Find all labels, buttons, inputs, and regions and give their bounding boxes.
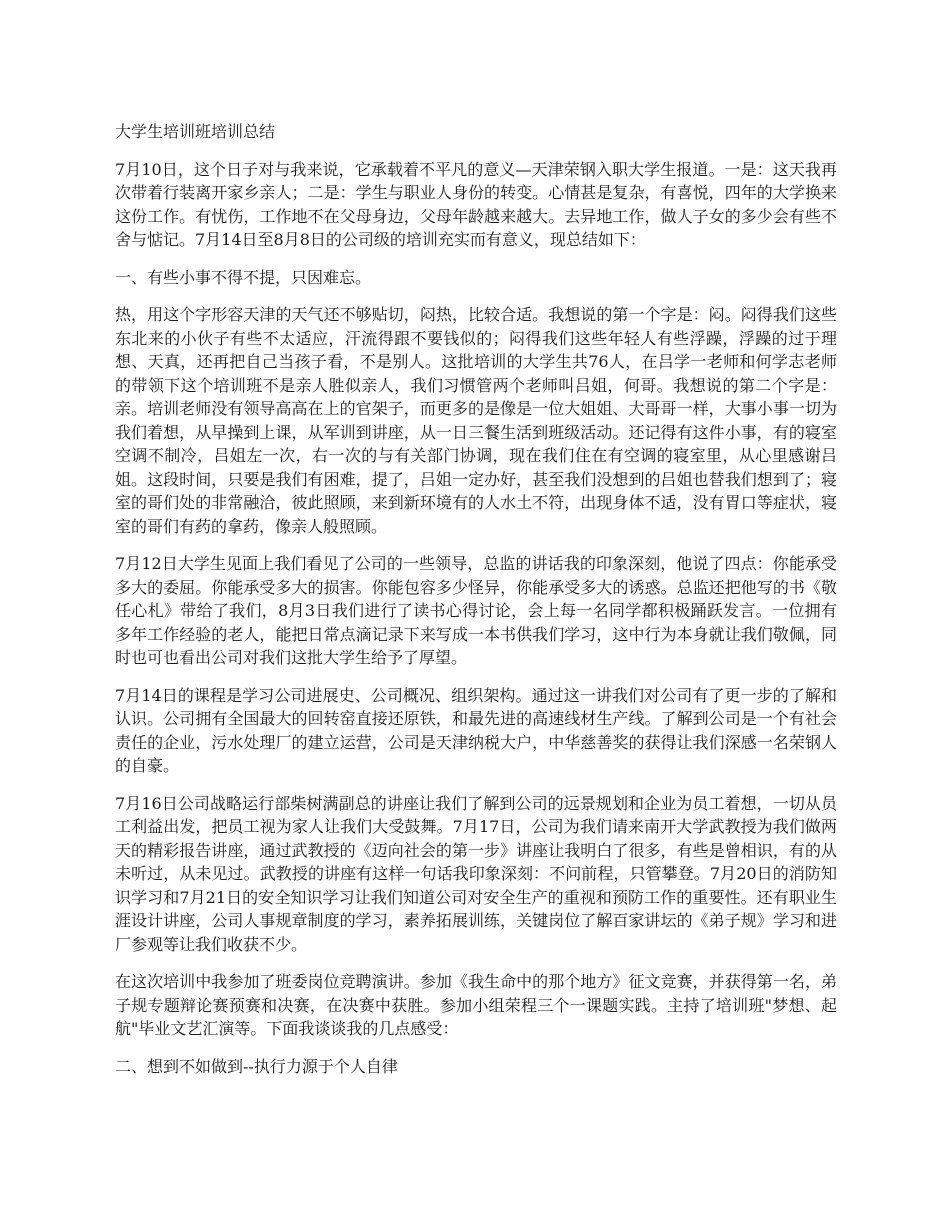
document-page bbox=[115, 120, 837, 1092]
paragraph-activities: 在这次培训中我参加了班委岗位竞聘演讲。参加《我生命中的那个地方》征文竞赛，并获得第一名，弟子规专题辩论赛预赛和决赛，在决赛中获胜。参加小组荣程三个一课题实践。主持了培训班"梦想、起航"毕业文艺汇演等。下面我谈谈我的几点感受： bbox=[115, 972, 837, 1038]
paragraph-company-history: 7月14日的课程是学习公司进展史、公司概况、组织架构。通过这一讲我们对公司有了更一步的了解和认识。公司拥有全国最大的回转窑直接还原铁，和最先进的高速线材生产线。了解到公司是一个有社会责任的企业，污水处理厂的建立运营，公司是天津纳税大户，中华慈善奖的获得让我们深感一名荣钢人的自豪。 bbox=[115, 685, 837, 775]
document-title: 大学生培训班培训总结 bbox=[115, 122, 276, 141]
paragraph-director-speech: 7月12日大学生见面上我们看见了公司的一些领导，总监的讲话我的印象深刻，他说了四点：你能承受多大的委屈。你能承受多大的损害。你能包容多少怪异，你能承受多大的诱惑。总监还把他写的书《敬任心札》带给了我们，8月3日我们进行了读书心得讨论，会上每一名同学都积极踊跃发言。一位拥有多年工作经验的老人，能把日常点滴记录下来写成一本书供我们学习，这中行为本身就让我们敬佩，同时也可也看出公司对我们这批大学生给予了厚望。 bbox=[115, 554, 837, 667]
paragraph-weather-teachers: 热，用这个字形容天津的天气还不够贴切，闷热，比较合适。我想说的第一个字是：闷。闷得我们这些东北来的小伙子有些不太适应，汗流得跟不要钱似的；闷得我们这些年轻人有些浮躁，浮躁的过于理想、天真，还再把自己当孩子看，不是别人。这批培训的大学生共76人，在吕学一老师和何学志老师的带领下这个培训班不是亲人胜似亲人，我们习惯管两个老师叫吕姐，何哥。我想说的第二个字是：亲。培训老师没有领导高高在上的官架子，而更多的是像是一位大姐姐、大哥哥一样，大事小事一切为我们着想，从早操到上课，从军训到讲座，从一日三餐生活到班级活动。还记得有这件小事，有的寝室空调不制冷，吕姐左一次，右一次的与有关部门协调，现在我们住在有空调的寝室里，从心里感谢吕姐。这段时间，只要是我们有困难，提了，吕姐一定办好，甚至我们没想到的吕姐也替我们想到了；寝室的哥们处的非常融洽，彼此照顾，来到新环境有的人水土不符，出现身体不适，没有胃口等症状，寝室的哥们有药的拿药，像亲人般照顾。 bbox=[115, 305, 837, 536]
section-heading-1: 一、有些小事不得不提，只因难忘。 bbox=[115, 267, 372, 287]
paragraph-lectures: 7月16日公司战略运行部柴树满副总的讲座让我们了解到公司的远景规划和企业为员工着想，一切从员工利益出发，把员工视为家人让我们大受鼓舞。7月17日，公司为我们请来南开大学武教授为我们做两天的精彩报告讲座，通过武教授的《迈向社会的第一步》讲座让我明白了很多，有些是曾相识，有的从未听过，从未见过。武教授的讲座有这样一句话我印象深刻：不问前程，只管攀登。7月20日的消防知识学习和7月21日的安全知识学习让我们知道公司对安全生产的重视和预防工作的重要性。还有职业生涯设计讲座，公司人事规章制度的学习，素养拓展训练，关键岗位了解百家讲坛的《弟子规》学习和进厂参观等让我们收获不少。 bbox=[115, 793, 837, 954]
paragraph-intro: 7月10日，这个日子对与我来说，它承载着不平凡的意义—天津荣钢入职大学生报道。一是：这天我再次带着行装离开家乡亲人；二是：学生与职业人身份的转变。心情甚是复杂，有喜悦，四年的大学换来这份工作。有忧伤，工作地不在父母身边，父母年龄越来越大。去异地工作，做人子女的多少会有些不舍与惦记。7月14日至8月8日的公司级的培训充实而有意义，现总结如下： bbox=[115, 159, 837, 249]
section-heading-2: 二、想到不如做到--执行力源于个人自律 bbox=[115, 1056, 398, 1076]
